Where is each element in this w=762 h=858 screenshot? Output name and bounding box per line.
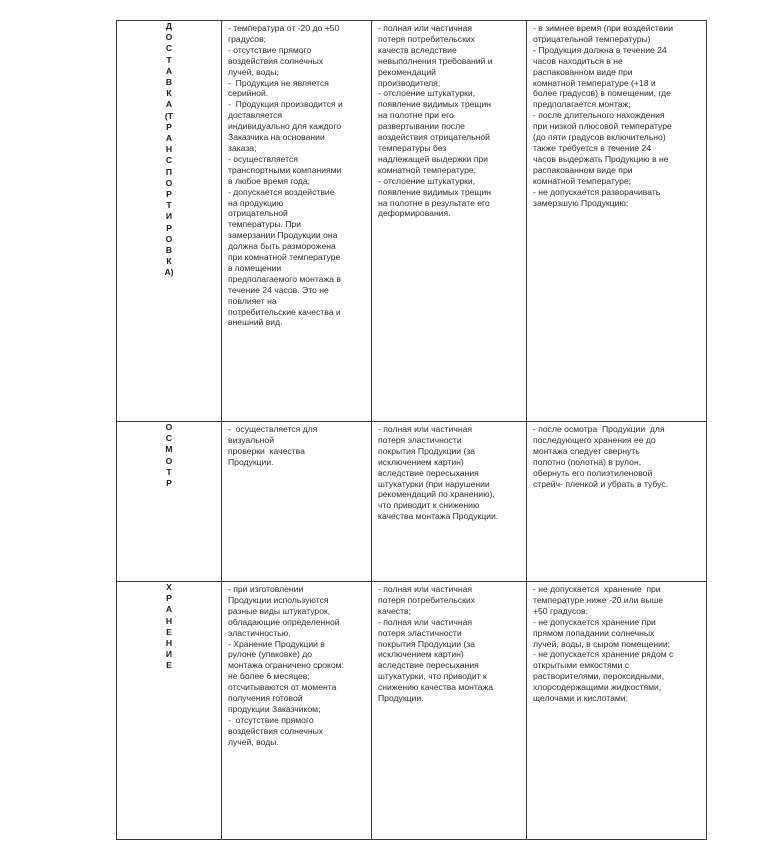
row-label-char: И	[165, 649, 173, 660]
storage-recommendations-text: - не допускается хранение при температуре ниже -20 или выше +50 градусов; - не допускается хранение при прямом попадании солнечных лучей, воды, в сыром помещении; - не допускается хранение рядом с открытыми емкостями с растворителями, пероксидными, хлорсодержащими жидкостями, щелочами и кислотами;	[533, 584, 674, 704]
row-label-cell	[117, 422, 222, 582]
row-label-char: А)	[164, 267, 174, 278]
row-label-char: Р	[166, 222, 172, 233]
row-label-inspection	[165, 422, 172, 489]
row-label-char: Н	[165, 638, 173, 649]
row-label-char: П	[165, 166, 173, 177]
row-label-char: О	[165, 177, 173, 188]
cell-consequences	[372, 21, 527, 422]
row-label-char: Е	[166, 660, 172, 671]
row-label-char: А	[165, 604, 173, 615]
row-label-char: Р	[166, 121, 172, 132]
cell-recommendations	[527, 582, 707, 840]
row-label-char: О	[165, 32, 173, 43]
row-label-cell	[117, 582, 222, 840]
cell-recommendations	[527, 422, 707, 582]
row-label-char: Е	[166, 626, 172, 637]
conditions-table	[116, 20, 707, 840]
row-label-char: Т	[166, 200, 172, 211]
row-label-char: Н	[165, 615, 173, 626]
storage-conditions-text: - при изготовлении Продукции используются разные виды штукатурок, обладающие определенной эластичностью. - Хранение Продукции в рулоне (упаковке) до монтажа ограничено сроком: не более 6 месяцев; отсчитываются от момента получения готовой продукции Заказчиком; - отсутствие прямого воздействия солнечных лучей, воды.	[228, 584, 344, 747]
row-label-char: М	[165, 444, 173, 455]
table-row-storage	[117, 582, 707, 840]
row-label-char: Р	[166, 478, 172, 489]
cell-recommendations	[527, 21, 707, 422]
row-label-char: К	[166, 256, 172, 267]
row-label-char: (Т	[164, 110, 174, 121]
table-row-inspection	[117, 422, 707, 582]
row-label-char: О	[165, 422, 173, 432]
cell-consequences	[372, 582, 527, 840]
row-label-char: Т	[166, 54, 172, 65]
row-label-delivery	[164, 21, 173, 279]
row-label-char: Р	[166, 593, 172, 604]
row-label-char: А	[165, 65, 173, 76]
cell-conditions	[222, 21, 372, 422]
row-label-cell	[117, 21, 222, 422]
row-label-char: В	[165, 77, 173, 88]
row-label-char: Р	[166, 189, 172, 200]
row-label-char: Д	[165, 21, 173, 31]
cell-conditions	[222, 422, 372, 582]
row-label-char: А	[165, 99, 173, 110]
row-label-char: Х	[166, 582, 172, 592]
row-label-char: О	[165, 233, 173, 244]
row-label-char: А	[165, 133, 173, 144]
row-label-storage	[166, 582, 172, 672]
inspection-conditions-text: - осуществляется для визуальной проверки качества Продукции.	[228, 424, 318, 467]
inspection-consequences-text: - полная или частичная потеря эластичности покрытия Продукции (за исключением картин) вследствие пересыхания штукатурки (при нарушении рекомендаций по хранению), что приводит к снижению качества монтажа Продукции.	[378, 424, 499, 522]
delivery-recommendations-text: - в зимнее время (при воздействии отрицательной температуры) - Продукция должна в течение 24 часов находиться в не распакованном виде при комнатной температуре (+18 и более градусов) в помещении, где предполагается монтаж; - после длительного нахождения при низкой плюсовой температуре (до пяти градусов включительно) также требуется в течение 24 часов выдержать Продукцию в не распакованном виде при комнатной температуре; - не допускается разворачивать замерзшую Продукцию;	[533, 23, 673, 208]
row-label-char: О	[165, 455, 173, 466]
delivery-consequences-text: - полная или частичная потеря потребительских качеств вследствие невыполнения требований и рекомендаций производителя; - отслоение штукатурки, появление видимых трещин на полотне при его развертывании после воздействия отрицательной температуры без надлежащей выдержки при комнатной температуре; - отслоение штукатурки, появление видимых трещин на полотне в результате его деформирования.	[378, 23, 493, 219]
row-label-char: Н	[165, 144, 173, 155]
row-label-char: Т	[166, 466, 172, 477]
cell-conditions	[222, 582, 372, 840]
row-label-char: В	[165, 245, 173, 256]
table-row-delivery	[117, 21, 707, 422]
delivery-conditions-text: - температура от -20 до +50 градусов; - отсутствие прямого воздействия солнечных лучей, воды; - Продукция не является серийной. - Продукция производится и доставляется индивидуально для каждого Заказчика на основании заказа; - осуществляется транспортными компаниями в любое время года; - допускается воздействие на продукцию отрицательной температуры. При замерзании Продукции она должна быть разморожена при комнатной температуре в помещении предполагаемого монтажа в течение 24 часов. Это не повлияет на потребительские качества и внешний вид.	[228, 23, 343, 328]
row-label-char: С	[165, 433, 173, 444]
cell-consequences	[372, 422, 527, 582]
inspection-recommendations-text: - после осмотра Продукции для последующего хранения ее до монтажа следует свернуть полотно (полотна) в рулон, обернуть его полиэтиленовой стрейч- пленкой и убрать в тубус.	[533, 424, 669, 489]
row-label-char: С	[165, 43, 173, 54]
row-label-char: К	[166, 88, 172, 99]
row-label-char: И	[165, 211, 173, 222]
row-label-char: С	[165, 155, 173, 166]
storage-consequences-text: - полная или частичная потеря потребительских качеств; - полная или частичная потеря эластичности покрытия Продукции (за исключением картин) вследствие пересыхания штукатурки, что приводит к снижению качества монтажа Продукции.	[378, 584, 493, 704]
